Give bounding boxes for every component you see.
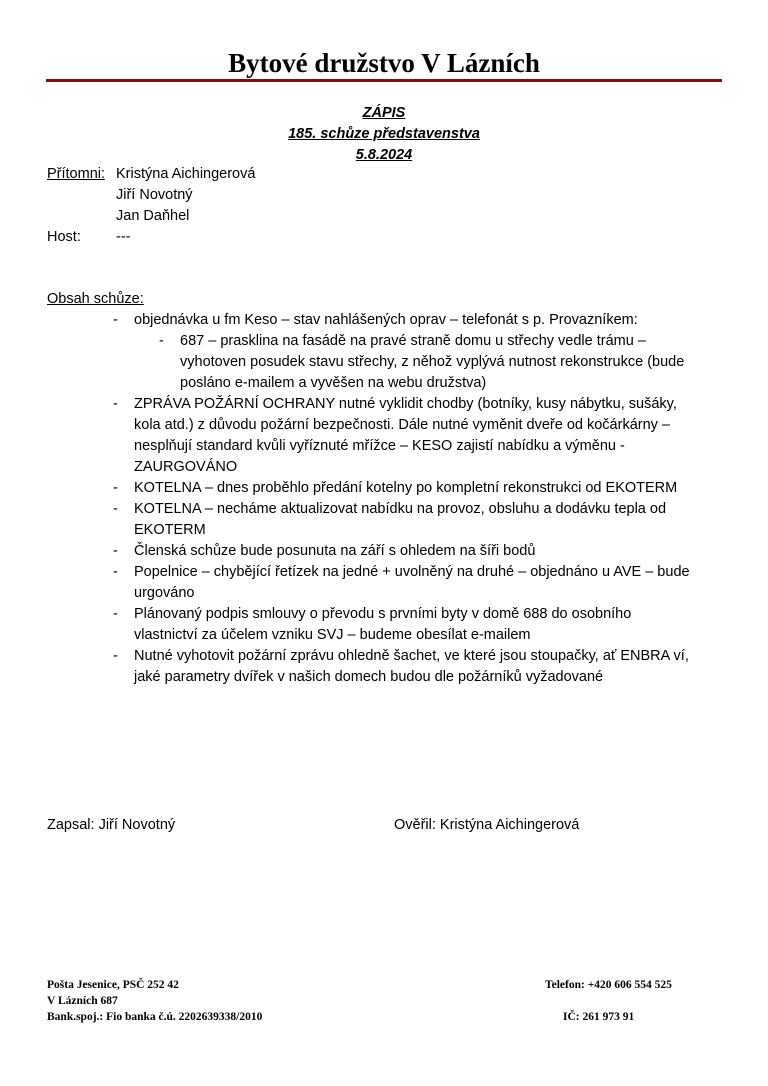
bullet-dash: - [113, 480, 118, 496]
footer-address-line2: V Lázních 687 [47, 995, 118, 1007]
present-label: Přítomni: [47, 166, 106, 182]
organization-title: Bytové družstvo V Lázních [228, 48, 540, 78]
footer-bank: Bank.spoj.: Fio banka č.ú. 2202639338/2010 [47, 1011, 263, 1023]
bullet-dash: - [113, 501, 118, 517]
bullet-dash: - [113, 564, 118, 580]
meeting-date: 5.8.2024 [355, 147, 413, 163]
verified-by: Ověřil: Kristýna Aichingerová [394, 817, 580, 833]
agenda-subitem-line: posláno e-mailem a vyvěšen na webu družstva) [180, 375, 487, 391]
footer-phone: Telefon: +420 606 554 525 [545, 979, 672, 991]
footer-address-line1: Pošta Jesenice, PSČ 252 42 [47, 979, 179, 991]
agenda-item-line: Nutné vyhotovit požární zprávu ohledně šachet, ve které jsou stoupačky, ať ENBRA ví, [134, 648, 689, 664]
agenda-item-line: jaké parametry dvířek v našich domech budou dle požárníků vyžadované [134, 669, 604, 685]
bullet-dash: - [113, 606, 118, 622]
present-person: Jan Daňhel [116, 208, 190, 224]
agenda-item-line: Členská schůze bude posunuta na září s ohledem na šíři bodů [134, 543, 536, 559]
agenda-subitem-line: vyhotoven posudek stavu střechy, z něhož vyplývá nutnost rekonstrukce (bude [180, 354, 685, 370]
agenda-item-line: nesplňují standard kvůli vyříznuté mřížce – KESO zajistí nabídku a výměnu - [134, 438, 625, 454]
agenda-item-line: vlastnictví za účelem vzniku SVJ – budeme obesílat e-mailem [134, 627, 531, 643]
agenda-item-line: Plánovaný podpis smlouvy o převodu s prvními byty v domě 688 do osobního [134, 606, 632, 622]
header-rule [46, 79, 722, 82]
agenda-subitem-line: 687 – prasklina na fasádě na pravé straně domu u střechy vedle trámu – [180, 333, 646, 349]
agenda-item-line: ZPRÁVA POŽÁRNÍ OCHRANY nutné vyklidit chodby (botníky, kusy nábytku, sušáky, [134, 396, 677, 412]
agenda-item-line: KOTELNA – necháme aktualizovat nabídku na provoz, obsluhu a dodávku tepla od [134, 501, 667, 517]
bullet-dash: - [113, 648, 118, 664]
agenda-item-line: ZAURGOVÁNO [134, 459, 238, 475]
bullet-dash: - [113, 312, 118, 328]
present-person: Jiří Novotný [116, 187, 193, 203]
agenda-label: Obsah schůze: [47, 291, 144, 307]
doc-type: ZÁPIS [362, 105, 406, 121]
guest-value: --- [116, 229, 131, 245]
present-person: Kristýna Aichingerová [116, 166, 256, 182]
agenda-item-line: Popelnice – chybějící řetízek na jedné + uvolněný na druhé – objednáno u AVE – bude [134, 564, 690, 580]
meeting-title: 185. schůze představenstva [288, 126, 480, 142]
bullet-dash: - [113, 396, 118, 412]
agenda-item-line: objednávka u fm Keso – stav nahlášených oprav – telefonát s p. Provazníkem: [134, 312, 638, 328]
recorded-by: Zapsal: Jiří Novotný [47, 817, 176, 833]
bullet-dash: - [113, 543, 118, 559]
agenda-item-line: kola atd.) z důvodu požární bezpečnosti. Dále nutné vyměnit dveře od kočárkárny – [134, 417, 670, 433]
agenda-item-line: KOTELNA – dnes proběhlo předání kotelny po kompletní rekonstrukci od EKOTERM [134, 480, 678, 496]
agenda-item-line: EKOTERM [134, 522, 206, 538]
agenda-item-line: urgováno [134, 585, 195, 601]
footer-ico: IČ: 261 973 91 [563, 1011, 635, 1023]
guest-label: Host: [47, 229, 81, 245]
bullet-dash: - [159, 333, 164, 349]
